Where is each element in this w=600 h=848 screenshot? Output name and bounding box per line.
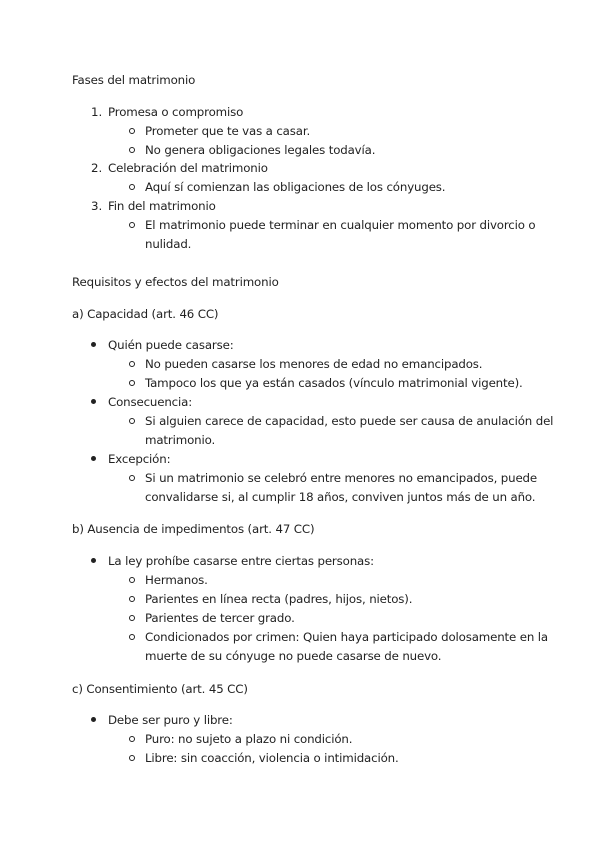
list-item: Fin del matrimonio [108, 199, 216, 213]
sub-list-item: Libre: sin coacción, violencia o intimidación. [145, 751, 399, 765]
subsection-title: a) Capacidad (art. 46 CC) [72, 307, 219, 321]
sub-list-item: Hermanos. [145, 573, 208, 587]
sub-list-item: Tampoco los que ya están casados (vínculo matrimonial vigente). [145, 376, 523, 390]
list-item: La ley prohíbe casarse entre ciertas personas: [108, 554, 374, 568]
sub-list-item: Condicionados por crimen: Quien haya participado dolosamente en la [145, 630, 548, 644]
list-item: Celebración del matrimonio [108, 161, 268, 175]
sub-bullet-icon [129, 736, 135, 742]
sub-list-item: Puro: no sujeto a plazo ni condición. [145, 732, 353, 746]
sub-bullet-icon [129, 147, 135, 153]
list-item: Quién puede casarse: [108, 338, 234, 352]
sub-bullet-icon [129, 128, 135, 134]
sub-list-item: El matrimonio puede terminar en cualquier momento por divorcio o [145, 218, 536, 232]
bullet-icon [91, 456, 96, 461]
sub-list-item-continuation: muerte de su cónyuge no puede casarse de nuevo. [145, 649, 442, 663]
sub-list-item: Si un matrimonio se celebró entre menores no emancipados, puede [145, 471, 538, 485]
sub-list-item: Aquí sí comienzan las obligaciones de los cónyuges. [145, 180, 446, 194]
sub-bullet-icon [129, 184, 135, 190]
bullet-icon [91, 399, 96, 404]
sub-list-item-continuation: nulidad. [145, 237, 192, 251]
sub-list-item: No pueden casarse los menores de edad no emancipados. [145, 357, 483, 371]
section-title: Fases del matrimonio [72, 73, 196, 87]
subsection-title: c) Consentimiento (art. 45 CC) [72, 682, 248, 696]
sub-bullet-icon [129, 475, 135, 481]
bullet-icon [91, 558, 96, 563]
sub-list-item: Prometer que te vas a casar. [145, 124, 311, 138]
section-title: Requisitos y efectos del matrimonio [72, 275, 279, 289]
sub-bullet-icon [129, 755, 135, 761]
sub-list-item: Si alguien carece de capacidad, esto puede ser causa de anulación del [145, 414, 554, 428]
list-item: Consecuencia: [108, 395, 193, 409]
bullet-icon [91, 342, 96, 347]
bullet-icon [91, 717, 96, 722]
list-number: 2. [91, 161, 103, 175]
subsection-title: b) Ausencia de impedimentos (art. 47 CC) [72, 522, 315, 536]
sub-list-item: Parientes en línea recta (padres, hijos, nietos). [145, 592, 413, 606]
sub-bullet-icon [129, 577, 135, 583]
sub-list-item: No genera obligaciones legales todavía. [145, 143, 376, 157]
sub-bullet-icon [129, 380, 135, 386]
list-item: Promesa o compromiso [108, 105, 244, 119]
sub-list-item: Parientes de tercer grado. [145, 611, 295, 625]
sub-bullet-icon [129, 634, 135, 640]
sub-bullet-icon [129, 615, 135, 621]
sub-list-item-continuation: matrimonio. [145, 433, 216, 447]
sub-bullet-icon [129, 222, 135, 228]
sub-bullet-icon [129, 596, 135, 602]
list-number: 1. [91, 105, 103, 119]
sub-list-item-continuation: convalidarse si, al cumplir 18 años, conviven juntos más de un año. [145, 490, 536, 504]
list-number: 3. [91, 199, 103, 213]
list-item: Excepción: [108, 452, 171, 466]
list-item: Debe ser puro y libre: [108, 713, 233, 727]
sub-bullet-icon [129, 361, 135, 367]
sub-bullet-icon [129, 418, 135, 424]
